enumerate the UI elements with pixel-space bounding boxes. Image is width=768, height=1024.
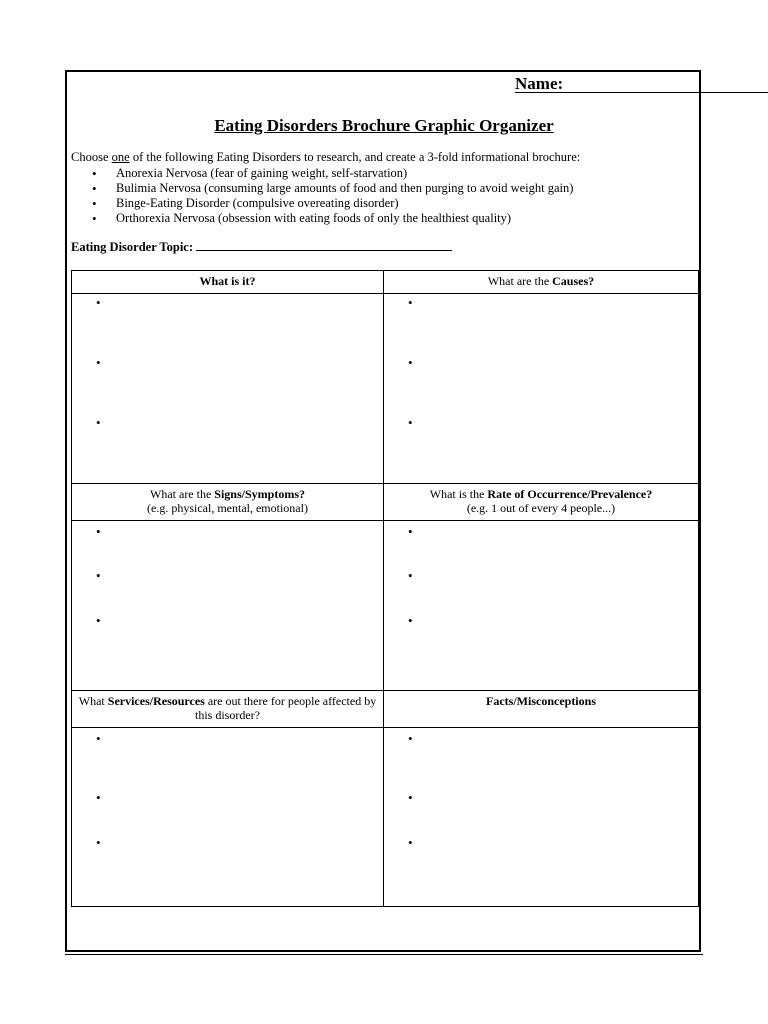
list-item: • Anorexia Nervosa (fear of gaining weight, self-starvation)	[92, 166, 573, 181]
bullet-point: •	[96, 835, 101, 850]
header-bold-text: Services/Resources	[107, 694, 205, 708]
prevalence-header	[384, 484, 699, 521]
bullet-point: •	[96, 568, 101, 583]
bullet-point: •	[408, 415, 413, 430]
bullet-point: •	[408, 295, 413, 310]
bullet-point: •	[96, 731, 101, 746]
topic-field	[71, 240, 452, 255]
bullet-point: •	[408, 568, 413, 583]
bullet-point: •	[96, 790, 101, 805]
bullet-point: •	[96, 613, 101, 628]
document-title: Eating Disorders Brochure Graphic Organizer	[214, 116, 554, 135]
header-text: are out there for people affected by this disorder?	[195, 694, 377, 722]
bullet-point: •	[408, 790, 413, 805]
bullet-point: •	[96, 355, 101, 370]
header-subtext: (e.g. 1 out of every 4 people...)	[466, 501, 616, 515]
header-bold-text: Facts/Misconceptions	[486, 694, 596, 708]
facts-misconceptions-answer-cell[interactable]	[384, 728, 699, 907]
bullet-point: •	[408, 524, 413, 539]
what-is-it-answer-cell[interactable]	[72, 294, 384, 484]
page-border-bottom-line	[65, 954, 703, 955]
header-text: What are the	[487, 274, 553, 288]
header-text: What is the	[429, 487, 488, 501]
name-label: Name:	[515, 74, 564, 93]
instructions-prefix: Choose	[71, 150, 112, 164]
prevalence-answer-cell[interactable]	[384, 521, 699, 691]
causes-header	[384, 271, 699, 294]
bullet-point: •	[408, 835, 413, 850]
header-subtext: (e.g. physical, mental, emotional)	[147, 501, 308, 515]
header-bold-text: Causes?	[552, 274, 595, 288]
list-item: • Binge-Eating Disorder (compulsive overeating disorder)	[92, 196, 573, 211]
list-item: • Orthorexia Nervosa (obsession with eating foods of only the healthiest quality)	[92, 211, 573, 226]
bullet-point: •	[96, 295, 101, 310]
bullet-point: •	[96, 524, 101, 539]
signs-symptoms-answer-cell[interactable]	[72, 521, 384, 691]
instructions-suffix: of the following Eating Disorders to research, and create a 3-fold informational brochure:	[129, 150, 581, 164]
signs-symptoms-header	[72, 484, 384, 521]
causes-answer-cell[interactable]	[384, 294, 699, 484]
services-resources-header	[72, 691, 384, 728]
instructions	[71, 150, 580, 165]
facts-misconceptions-header	[384, 691, 699, 728]
list-item: • Bulimia Nervosa (consuming large amounts of food and then purging to avoid weight gain)	[92, 181, 573, 196]
bullet-point: •	[408, 731, 413, 746]
header-bold-text: Rate of Occurrence/Prevalence?	[487, 487, 653, 501]
topic-label: Eating Disorder Topic:	[71, 240, 194, 254]
disorder-list	[92, 166, 573, 226]
what-is-it-header	[72, 271, 384, 294]
bullet-point: •	[96, 415, 101, 430]
name-blank-line	[515, 92, 768, 93]
graphic-organizer-table	[71, 270, 699, 907]
header-text: What are the	[150, 487, 215, 501]
bullet-point: •	[408, 613, 413, 628]
bullet-point: •	[408, 355, 413, 370]
instructions-underlined-word: one	[111, 150, 130, 164]
header-text: What	[78, 694, 108, 708]
topic-blank-line[interactable]	[196, 240, 452, 251]
header-bold-text: Signs/Symptoms?	[214, 487, 305, 501]
header-bold-text: What is it?	[199, 274, 256, 288]
services-resources-answer-cell[interactable]	[72, 728, 384, 907]
